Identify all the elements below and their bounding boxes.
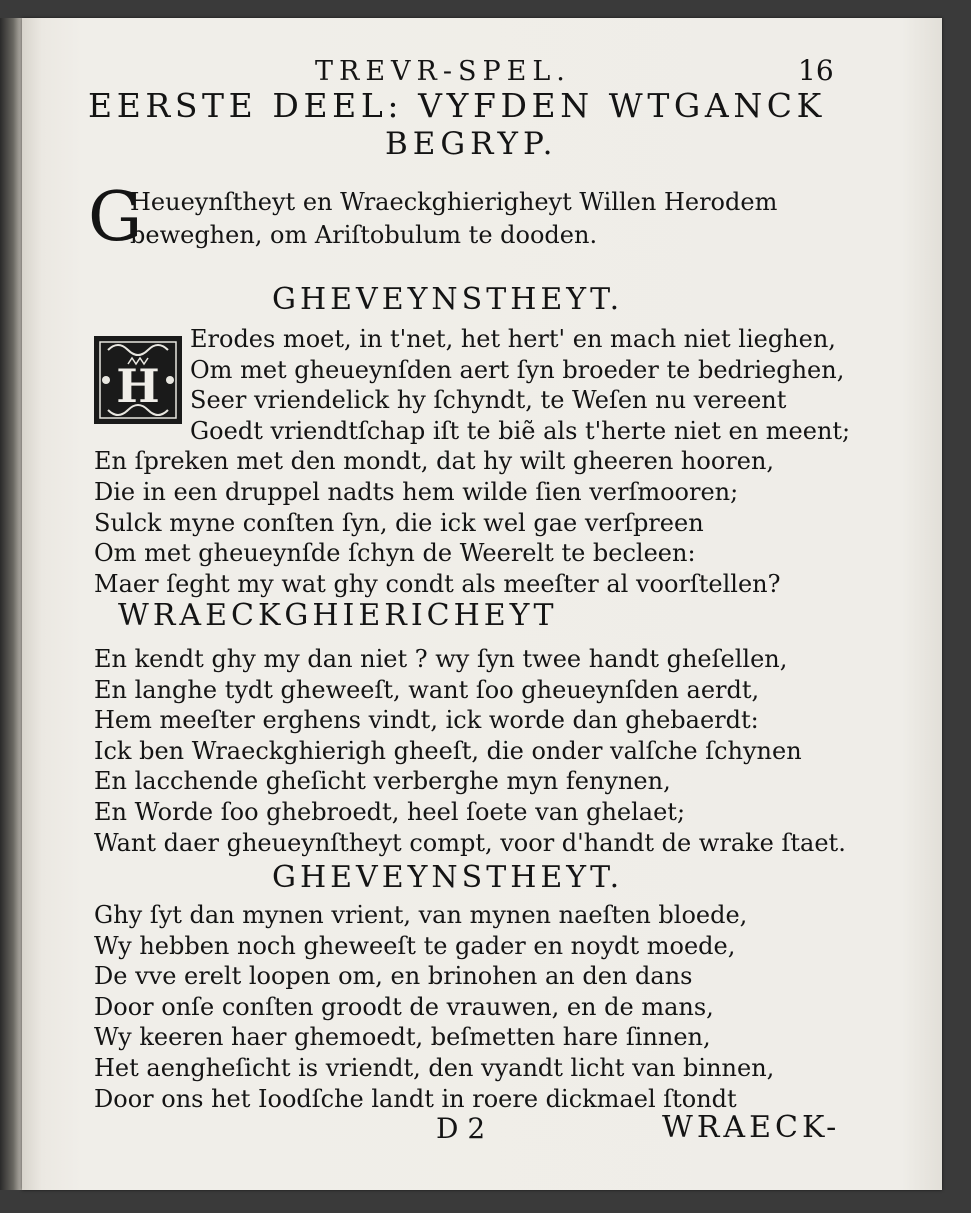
- section-title: EERSTE DEEL: VYFDEN WTGANCK: [88, 86, 826, 125]
- verse-line: Wy keeren haer ghemoedt, beſmetten hare ſinnen,: [94, 1023, 711, 1052]
- page-number: 16: [798, 54, 834, 87]
- book-gutter: [0, 18, 22, 1190]
- verse-line: Ick ben Wraeckghierigh gheeſt, die onder valſche ſchynen: [94, 736, 802, 765]
- verse-line: Ghy ſyt dan mynen vrient, van mynen naeſten bloede,: [94, 901, 748, 929]
- verse-line: Seer vriendelick hy ſchyndt, te Weſen nu vereent: [190, 386, 787, 415]
- speech-gheveynstheyt-2: [94, 900, 774, 1114]
- verse-line: Om met gheueynſden aert ſyn broeder te bedrieghen,: [190, 355, 845, 384]
- speaker-heading: GHEVEYNSTHEYT.: [272, 282, 624, 317]
- verse-line: Het aengheſicht is vriendt, den vyandt licht van binnen,: [94, 1053, 775, 1082]
- verse-line: Maer ſeght my wat ghy condt als meeſter al voorſtellen?: [94, 569, 781, 598]
- verse-line: Die in een druppel nadts hem wilde ſien verſmooren;: [94, 477, 739, 506]
- verse-line: En Worde ſoo ghebroedt, heel ſoete van ghelaet;: [94, 797, 686, 826]
- catchword: WRAECK-: [662, 1110, 841, 1145]
- running-head: TREVR-SPEL.: [315, 56, 571, 87]
- verse-line: Wy hebben noch gheweeſt te gader en noydt moede,: [94, 931, 736, 960]
- section-subtitle: BEGRYP.: [385, 126, 558, 162]
- speaker-heading: GHEVEYNSTHEYT.: [272, 860, 624, 895]
- verse-line: Door ons het Ioodſche landt in roere dickmael ſtondt: [94, 1084, 737, 1113]
- verse-line: En kendt ghy my dan niet ? wy ſyn twee handt gheſellen,: [94, 645, 788, 673]
- signature-mark: D 2: [436, 1112, 486, 1145]
- verse-line: En ſpreken met den mondt, dat hy wilt gheeren hooren,: [94, 447, 775, 476]
- verse-line: De vve erelt loopen om, en brinohen an den dans: [94, 962, 693, 991]
- drop-cap-letter: H: [116, 359, 160, 413]
- verse-line: En langhe tydt gheweeſt, want ſoo gheueynſden aerdt,: [94, 675, 760, 704]
- verse-line: Hem meeſter erghens vindt, ick worde dan ghebaerdt:: [94, 706, 759, 735]
- argument-paragraph: [88, 178, 778, 257]
- verse-line: Door onſe conſten groodt de vrauwen, en de mans,: [94, 992, 714, 1021]
- speech-gheveynstheyt-1: [94, 324, 850, 599]
- verse-line: Erodes moet, in t'net, het hert' en mach niet lieghen,: [190, 325, 836, 353]
- verse-line: En lacchende gheſicht verberghe myn fenynen,: [94, 767, 671, 796]
- speaker-heading: WRAECKGHIERICHEYT: [118, 598, 558, 633]
- argument-line: Heueynſtheyt en Wraeckghierigheyt Willen Herodem: [130, 188, 778, 216]
- verse-line: Sulck myne conſten ſyn, die ick wel gae verſpreen: [94, 508, 704, 537]
- verse-line: Want daer gheueynſtheyt compt, voor d'handt de wrake ſtaet.: [94, 828, 846, 857]
- speech-wraeckghiericheyt: [94, 644, 846, 858]
- verse-line: Goedt vriendtſchap iſt te biẽ als t'herte niet en meent;: [190, 416, 851, 445]
- argument-line: beweghen, om Ariſtobulum te dooden.: [130, 221, 598, 249]
- verse-line: Om met gheueynſde ſchyn de Weerelt te becleen:: [94, 539, 696, 568]
- argument-initial: G: [88, 178, 143, 257]
